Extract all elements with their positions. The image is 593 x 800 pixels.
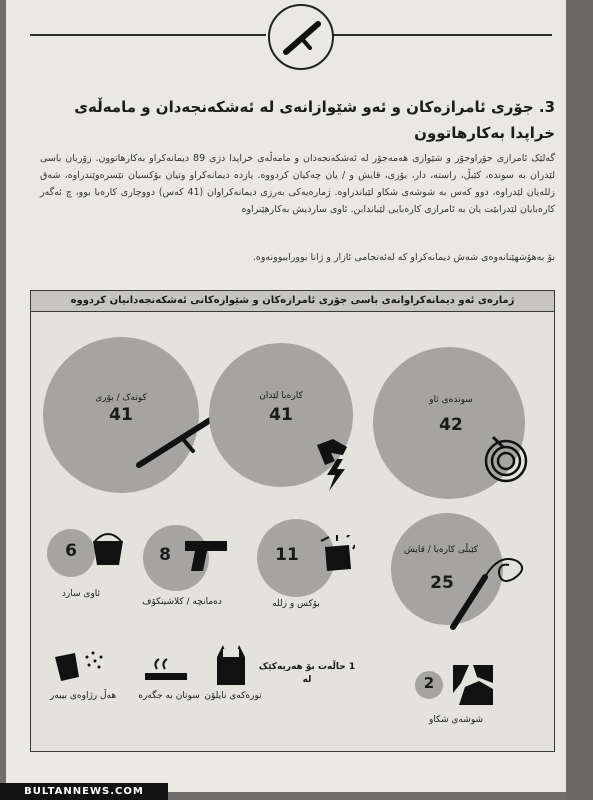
caption-pistol: دەمانچە / کلاشینکۆف bbox=[142, 597, 222, 607]
circle-cable-label: کێبڵی کارەبا / قایش bbox=[403, 545, 479, 555]
caption-fist: بۆکس و زللە bbox=[272, 599, 320, 609]
fist-icon bbox=[319, 535, 355, 575]
circle-hose-label: سوندەی ئاو bbox=[429, 395, 473, 405]
cigarette-icon bbox=[143, 655, 193, 683]
baton-emblem-icon bbox=[270, 6, 332, 68]
baton-icon bbox=[131, 405, 221, 475]
intro-paragraph-line2: بۆ بەهۆشهێنانەوەی شەش دیمانەکراو کە لەئەنجامی ئازار و ژانا بووراببوونەوە. bbox=[252, 252, 555, 263]
circle-baton-label: کوتەک / بۆری bbox=[95, 393, 147, 403]
circle-shock-label: کارەبا لێدان bbox=[259, 391, 303, 401]
circle-hose-value: 42 bbox=[439, 415, 463, 435]
circle-shock-value: 41 bbox=[269, 405, 293, 425]
bucket-icon bbox=[89, 533, 127, 567]
circle-fist-value: 11 bbox=[275, 545, 299, 565]
intro-paragraph: گەلێک ئامرازی جۆراوجۆر و شێوازی هەمەجۆر لە ئەشکەنجەدان و مامەڵەی خراپدا دژی 89 دیمانەکراو بەکارهاتوون. زۆربان باسی لێدران بە سوندە، کێبڵ، راستە، دار، بۆری، قایش و / یان چەکیان کردووە. یازدە دیمانەکراو وتیان بۆکسیان تێسرەوێندراوە، شەق زللەیان لێدراوە، دوو کەس بە شوشەی شکاو لێیاندراوە. ژمارەیەکی بەرزی دیمانەکراوان (41 کەس) دووچاری کارەبا بوو، چ ئەگەر کارەبایان لێدرابێت یان بە ئامرازی کارەبایی لێیاندابن. ئاوی ساردیش بەکارهێنراوە bbox=[40, 153, 555, 215]
circle-water-value: 6 bbox=[65, 541, 77, 561]
header-rule-left bbox=[30, 34, 266, 36]
caption-glass: شوشەی شکاو bbox=[428, 715, 484, 725]
page-edge bbox=[566, 0, 593, 800]
pistol-icon bbox=[183, 537, 229, 573]
circle-cable-value: 25 bbox=[430, 573, 454, 593]
baton-emblem bbox=[268, 4, 334, 70]
pepper-spray-icon bbox=[51, 647, 105, 687]
site-watermark: BULTANNEWS.COM bbox=[0, 783, 168, 800]
broken-glass-icon bbox=[451, 663, 495, 707]
infographic-panel bbox=[30, 290, 555, 752]
section-title: 3. جۆری ئامرازەکان و ئەو شێوازانەی لە ئەشکەنجەدان و مامەڵەی خراپدا بەکارهاتوون bbox=[74, 98, 555, 142]
caption-cigarette: سوتان بە جگەرە bbox=[138, 691, 200, 701]
electric-shock-icon bbox=[313, 435, 353, 493]
circle-pistol-value: 8 bbox=[159, 545, 171, 565]
single-cases-note: 1 حاڵەت بۆ هەریەکێک لە bbox=[258, 662, 356, 685]
header-rule-right bbox=[332, 34, 552, 36]
plastic-bag-icon bbox=[213, 643, 249, 687]
panel-title: ژمارەی ئەو دیمانەکراوانەی باسی جۆری ئامرازەکان و شێوازەکانی ئەشکەنجەدانیان کردووە bbox=[31, 291, 554, 312]
caption-water: ئاوی سارد bbox=[61, 589, 101, 599]
hose-icon bbox=[479, 431, 533, 485]
circle-glass-value: 2 bbox=[423, 674, 435, 692]
caption-plastic-bag: تورەکەی نایلۆن bbox=[204, 691, 262, 701]
circle-baton-value: 41 bbox=[109, 405, 133, 425]
cable-icon bbox=[447, 547, 527, 631]
caption-pepper-spray: هەڵ رژاوەی بیبەر bbox=[49, 691, 117, 701]
